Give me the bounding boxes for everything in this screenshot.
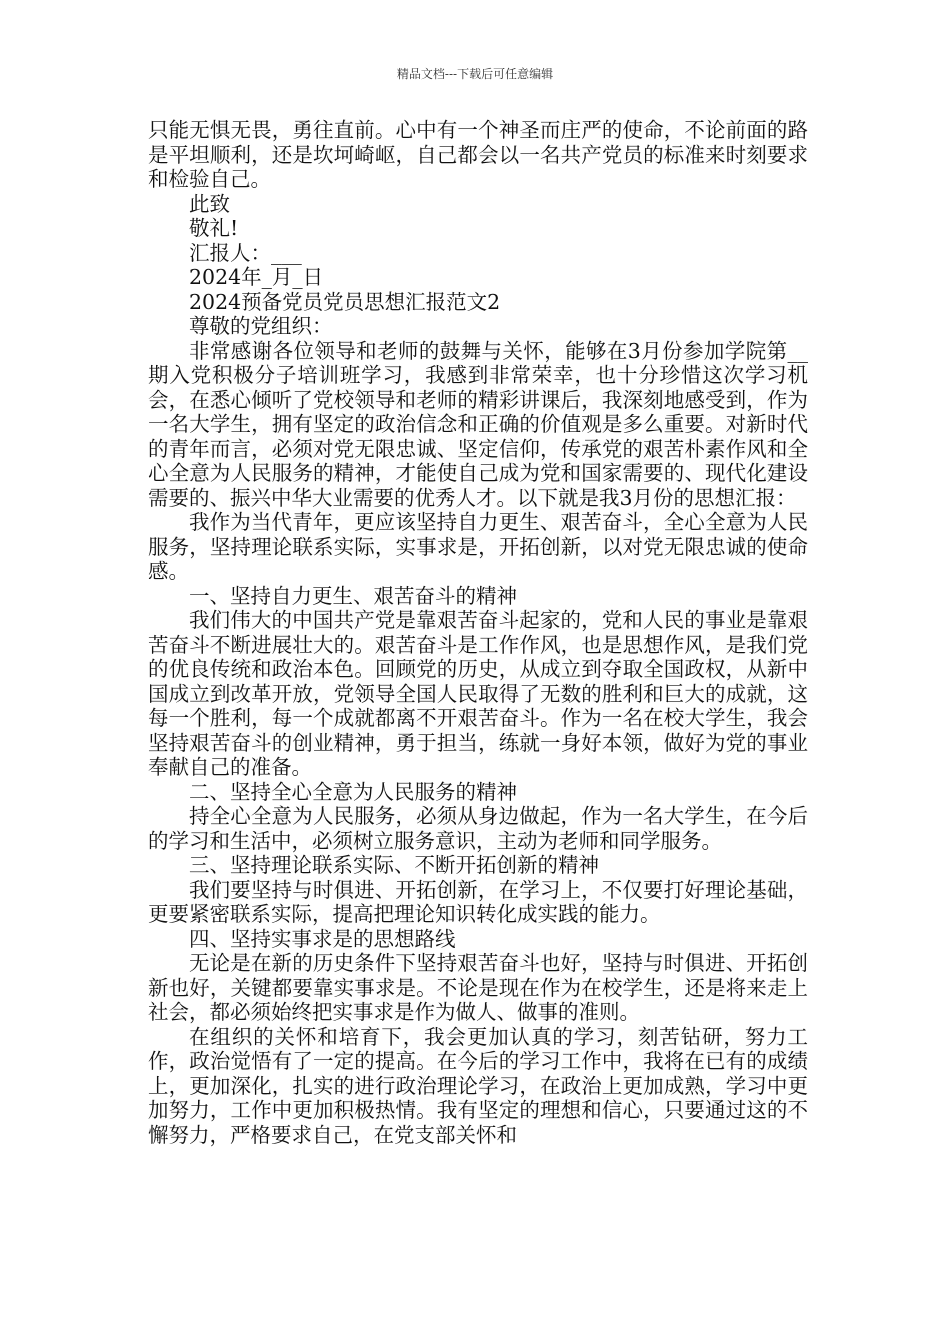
paragraph-closing: 在组织的关怀和培育下，我会更加认真的学习，刻苦钻研，努力工作，政治觉悟有了一定的提高。在今后的学习工作中，我将在已有的成绩上，更加深化，扎实的进行政治理论学习，在政治上更加成熟，学习中更加努力，工作中更加积极热情。我有坚定的理想和信心，只要通过这的不懈努力，严格要求自己，在党支部关怀和 bbox=[148, 1024, 808, 1147]
paragraph-three: 我们要坚持与时俱进、开拓创新，在学习上，不仅要打好理论基础，更要紧密联系实际，提高把理论知识转化成实践的能力。 bbox=[148, 877, 808, 926]
heading-one: 一、坚持自力更生、艰苦奋斗的精神 bbox=[189, 583, 517, 608]
paragraph-four: 无论是在新的历史条件下坚持艰苦奋斗也好，坚持与时俱进、开拓创新也好，关键都要靠实事求是。不论是现在作为在校学生，还是将来走上社会，都必须始终把实事求是作为做人、做事的准则。 bbox=[148, 951, 808, 1024]
greeting: 尊敬的党组织： bbox=[189, 314, 333, 338]
date-line: 2024年_月_日 bbox=[189, 265, 324, 289]
paragraph-continuation: 只能无惧无畏，勇往直前。心中有一个神圣而庄严的使命，不论前面的路是平坦顺利，还是坎坷崎岖，自己都会以一名共产党员的标准来时刻要求和检验自己。 bbox=[148, 118, 808, 191]
heading-four: 四、坚持实事求是的思想路线 bbox=[189, 926, 456, 951]
paragraph-intro: 非常感谢各位领导和老师的鼓舞与关怀，能够在3月份参加学院第__期入党积极分子培训班学习，我感到非常荣幸，也十分珍惜这次学习机会，在悉心倾听了党校领导和老师的精彩讲课后，我深刻地感受到，作为一名大学生，拥有坚定的政治信念和正确的价值观是多么重要。对新时代的青年而言，必须对党无限忠诚、坚定信仰，传承党的艰苦朴素作风和全心全意为人民服务的精神，才能使自己成为党和国家需要的、现代化建设需要的、振兴中华大业需要的优秀人才。以下就是我3月份的思想汇报： bbox=[148, 338, 808, 510]
paragraph-two: 持全心全意为人民服务，必须从身边做起，作为一名大学生，在今后的学习和生活中，必须树立服务意识，主动为老师和同学服务。 bbox=[148, 804, 808, 853]
section-title: 2024预备党员党员思想汇报范文2 bbox=[189, 289, 501, 314]
reporter-line: 汇报人：___ bbox=[189, 240, 302, 265]
document-body bbox=[148, 118, 808, 1147]
closing-regards: 敬礼! bbox=[189, 216, 239, 240]
closing-salutation: 此致 bbox=[189, 191, 230, 216]
heading-two: 二、坚持全心全意为人民服务的精神 bbox=[189, 779, 517, 804]
heading-three: 三、坚持理论联系实际、不断开拓创新的精神 bbox=[189, 853, 599, 877]
paragraph-one: 我们伟大的中国共产党是靠艰苦奋斗起家的，党和人民的事业是靠艰苦奋斗不断进展壮大的。艰苦奋斗是工作作风，也是思想作风，是我们党的优良传统和政治本色。回顾党的历史，从成立到夺取全国政权，从新中国成立到改革开放，党领导全国人民取得了无数的胜利和巨大的成就，这每一个胜利，每一个成就都离不开艰苦奋斗。作为一名在校大学生，我会坚持艰苦奋斗的创业精神，勇于担当，练就一身好本领，做好为党的事业奉献自己的准备。 bbox=[148, 608, 808, 779]
paragraph-summary: 我作为当代青年，更应该坚持自力更生、艰苦奋斗，全心全意为人民服务，坚持理论联系实际，实事求是，开拓创新，以对党无限忠诚的使命感。 bbox=[148, 510, 808, 583]
page-header: 精品文档---下载后可任意编辑 bbox=[396, 67, 554, 81]
